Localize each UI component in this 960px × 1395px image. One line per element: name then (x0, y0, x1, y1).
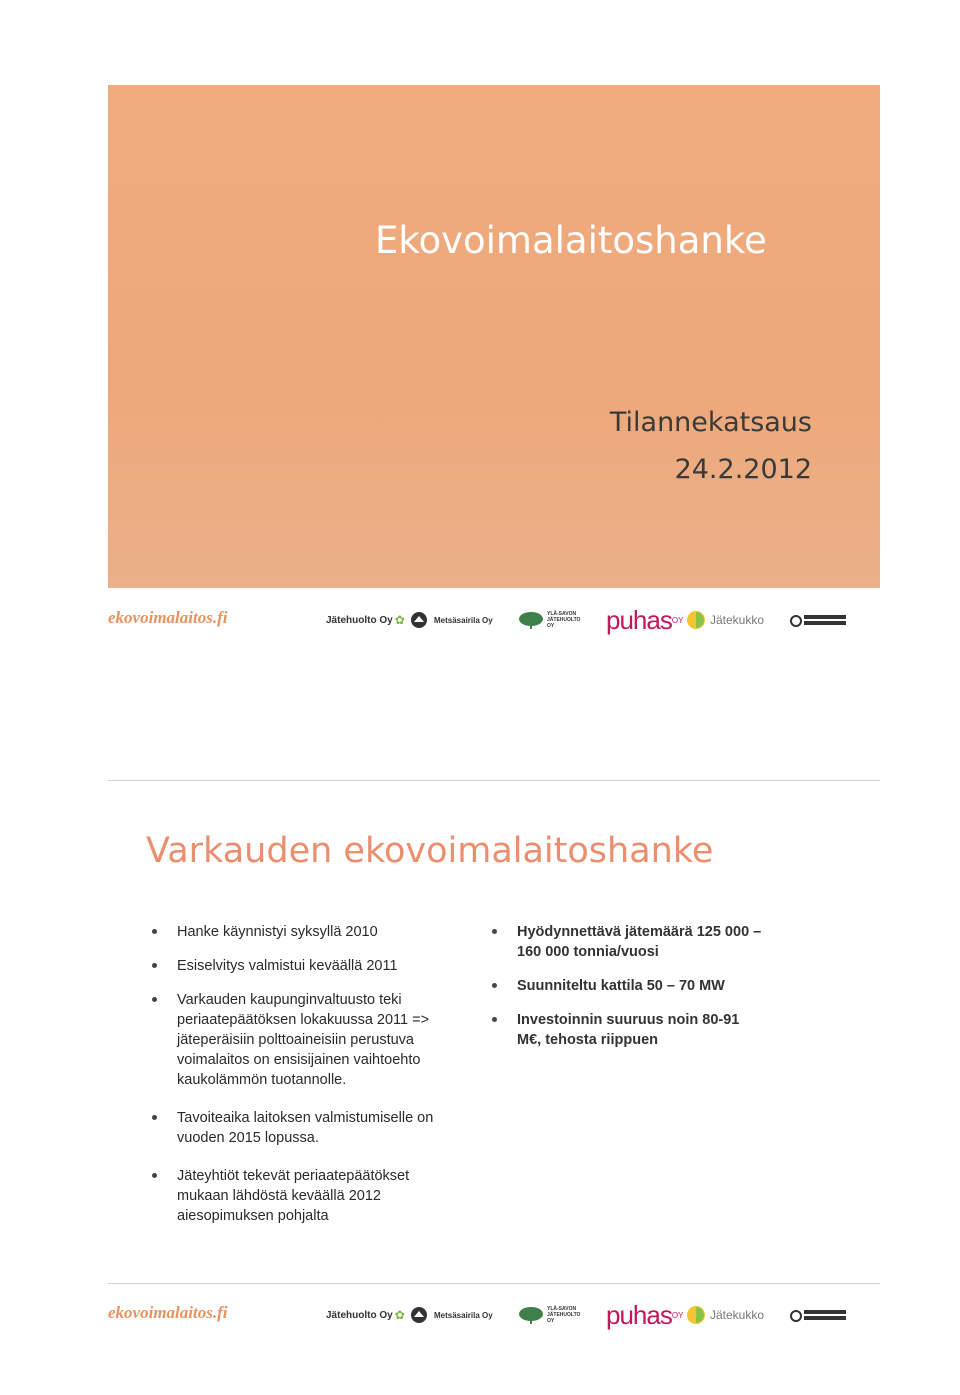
yla-savon-logo (518, 600, 587, 640)
puhas-logo (606, 1295, 683, 1335)
bullet-icon (152, 1115, 157, 1120)
bullet-icon (492, 929, 497, 934)
puhas-logo-text: puhas (606, 604, 672, 635)
jatekukko-emblem-icon (686, 610, 706, 630)
footer-logos-1 (108, 600, 880, 640)
footer-site-link: ekovoimalaitos.fi (108, 1303, 228, 1322)
list-item (487, 976, 777, 996)
metsasairila-logo (410, 600, 493, 640)
list-item-text: Hyödynnettävä jätemäärä 125 000 – 160 000 tonnia/vuosi (517, 924, 762, 960)
slide-title: Ekovoimalaitoshanke (375, 219, 767, 262)
tree-icon (518, 610, 544, 630)
list-item (147, 1166, 457, 1226)
footer-site-link: ekovoimalaitos.fi (108, 608, 228, 627)
keski-suomen-logo (790, 600, 850, 640)
puhas-logo (606, 600, 683, 640)
list-item (147, 990, 467, 1090)
puhas-logo-sup: OY (671, 1310, 684, 1320)
bullet-icon (492, 983, 497, 988)
jatekukko-logo (686, 1295, 764, 1335)
keski-suomen-logo (790, 1295, 850, 1335)
jatehuolto-logo (326, 1295, 405, 1335)
leaf-icon: ✿ (394, 1308, 405, 1322)
tree-icon (518, 1305, 544, 1325)
list-item-text: Jäteyhtiöt tekevät periaatepäätökset mukaan lähdöstä keväällä 2012 aiesopimuksen pohjalta (177, 1168, 410, 1224)
jatekukko-logo-text: Jätekukko (710, 613, 765, 627)
jatehuolto-logo (326, 600, 405, 640)
list-item (487, 922, 767, 962)
list-item-text: Esiselvitys valmistui keväällä 2011 (177, 958, 398, 974)
title-slide (108, 85, 880, 588)
slide-date: 24.2.2012 (674, 454, 812, 485)
list-item (147, 1108, 457, 1148)
list-item-text: Suunniteltu kattila 50 – 70 MW (517, 978, 725, 994)
right-bullet-list (487, 922, 767, 1064)
slide-subtitle-block (610, 399, 812, 493)
jatekukko-logo-text: Jätekukko (710, 1308, 765, 1322)
bullet-icon (152, 963, 157, 968)
puhas-logo-text: puhas (606, 1299, 672, 1330)
list-item-text: Investoinnin suuruus noin 80-91 M€, tehosta riippuen (517, 1012, 740, 1048)
jatehuolto-logo-text: Jätehuolto Oy (326, 614, 393, 626)
list-item (487, 1010, 767, 1050)
list-item-text: Varkauden kaupunginvaltuusto teki periaatepäätöksen lokakuussa 2011 => jäteperäisiin polttoaineisiin perustuva voimalaitos on ensisijainen vaihtoehto kaukolämmön tuotannolle. (177, 992, 430, 1088)
list-item-text: Hanke käynnistyi syksyllä 2010 (177, 924, 378, 940)
metsasairila-logo-text: Metsäsairila Oy (434, 615, 493, 625)
yla-savon-logo-text: YLÄ-SAVON JÄTEHUOLTO OY (547, 1306, 581, 1324)
slide-subtitle: Tilannekatsaus (609, 407, 812, 438)
content-slide (108, 780, 880, 1284)
bullet-icon (152, 997, 157, 1002)
list-item (147, 956, 467, 976)
list-item-text: Tavoiteaika laitoksen valmistumiselle on vuoden 2015 lopussa. (177, 1110, 434, 1146)
metsasairila-logo (410, 1295, 493, 1335)
leaf-icon: ✿ (394, 613, 405, 627)
left-bullet-list (147, 922, 467, 1240)
metsasairila-emblem-icon (410, 1306, 428, 1324)
jatekukko-logo (686, 600, 764, 640)
yla-savon-logo (518, 1295, 587, 1335)
puhas-logo-sup: OY (671, 615, 684, 625)
keski-suomen-emblem-icon (790, 612, 850, 628)
metsasairila-emblem-icon (410, 611, 428, 629)
list-item (147, 922, 467, 942)
slide2-title: Varkauden ekovoimalaitoshanke (146, 831, 714, 871)
metsasairila-logo-text: Metsäsairila Oy (434, 1310, 493, 1320)
bullet-icon (152, 929, 157, 934)
footer-logos-2 (108, 1295, 880, 1335)
jatekukko-emblem-icon (686, 1305, 706, 1325)
keski-suomen-emblem-icon (790, 1307, 850, 1323)
bullet-icon (152, 1173, 157, 1178)
jatehuolto-logo-text: Jätehuolto Oy (326, 1309, 393, 1321)
yla-savon-logo-text: YLÄ-SAVON JÄTEHUOLTO OY (547, 611, 581, 629)
bullet-icon (492, 1017, 497, 1022)
